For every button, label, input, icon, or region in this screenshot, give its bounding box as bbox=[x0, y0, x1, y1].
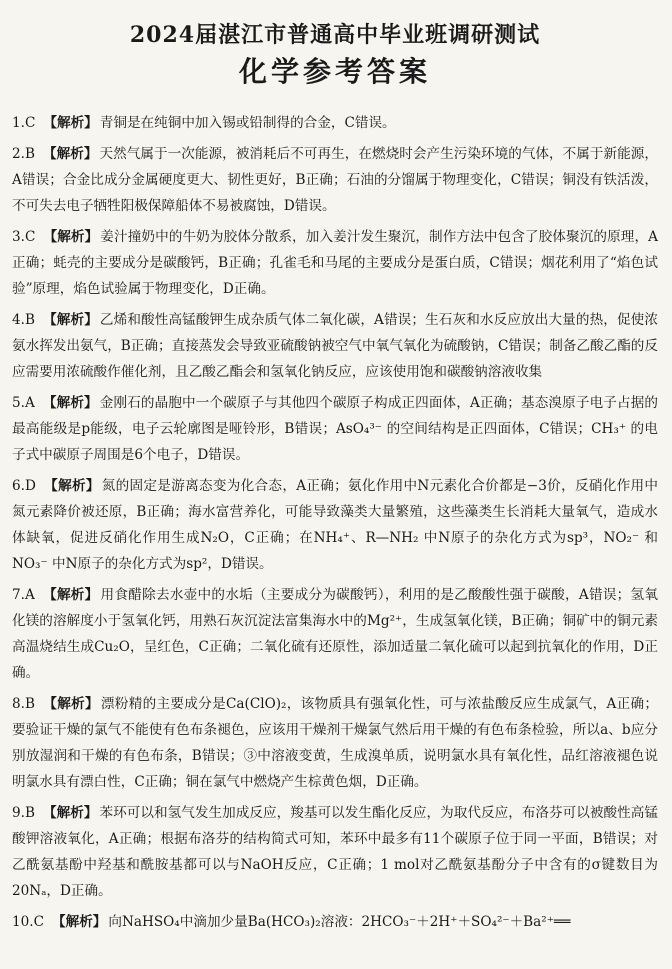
item-number: 2. bbox=[12, 146, 25, 162]
analysis-tag: 【解析】 bbox=[42, 587, 99, 603]
analysis-tag: 【解析】 bbox=[42, 312, 98, 328]
item-text: 氮的固定是游离态变为化合态，A正确；氨化作用中N元素化合价都是−3价，反硝化作用中氮元素降价被还原，B正确；海水富营养化，可能导致藻类大量繁殖，这些藻类生长消耗大量氧气，造成水体缺氧，促进反硝化作用生成N₂O，C正确；在NH₄⁺、R—NH₂ 中N原子的杂化方式为sp³，NO₂⁻ 和NO₃⁻ 中N原子的杂化方式为sp²，D错误。 bbox=[12, 478, 659, 572]
item-number: 4. bbox=[12, 312, 25, 328]
answer-item-10 bbox=[12, 909, 658, 935]
answer-item-1 bbox=[12, 110, 658, 136]
document-subtitle: 化学参考答案 bbox=[238, 55, 431, 88]
analysis-tag: 【解析】 bbox=[42, 395, 98, 411]
item-text: 天然气属于一次能源，被消耗后不可再生，在燃烧时会产生污染环境的气体，不属于新能源，A错误；合金比成分金属硬度更大、韧性更好，B正确；石油的分馏属于物理变化，C错误；铜没有铁活泼，不可失去电子牺牲阳极保障船体不易被腐蚀，D错误。 bbox=[12, 146, 659, 214]
analysis-tag: 【解析】 bbox=[42, 805, 98, 821]
answer-item-9 bbox=[12, 800, 658, 904]
item-answer: B bbox=[24, 312, 35, 328]
answer-item-2 bbox=[12, 141, 658, 219]
item-text: 姜汁撞奶中的牛奶为胶体分散系，加入姜汁发生聚沉，制作方法中包含了胶体聚沉的原理，A正确；蚝壳的主要成分是碳酸钙，B正确；孔雀毛和马尾的主要成分是蛋白质，C错误；烟花利用了“焰色试验”原理，焰色试验属于物理变化，D正确。 bbox=[12, 229, 658, 297]
item-answer: C bbox=[33, 914, 45, 930]
item-number: 6. bbox=[12, 478, 25, 494]
item-text: 漂粉精的主要成分是Ca(ClO)₂，该物质具有强氧化性，可与浓盐酸反应生成氯气，A正确；要验证干燥的氯气不能使有色布条褪色，应该用干燥剂干燥氯气然后用干燥的有色布条检验，所以a、b应分别放湿润和干燥的有色布条，B错误；③中溶液变黄，生成溴单质，说明氯水具有氧化性，品红溶液褪色说明氯水具有漂白性，C正确；铜在氯气中燃烧产生棕黄色烟，D正确。 bbox=[12, 696, 659, 790]
exam-title: 2024届湛江市普通高中毕业班调研测试 bbox=[129, 22, 541, 48]
item-text: 乙烯和酸性高锰酸钾生成杂质气体二氧化碳，A错误；生石灰和水反应放出大量的热，促使浓氨水挥发出氨气，B正确；直接蒸发会导致亚硫酸钠被空气中氧气氧化为硫酸钠，C错误；制备乙酸乙酯的反应需要用浓硫酸作催化剂，且乙酸乙酯会和氢氧化钠反应，应该使用饱和碳酸钠溶液收集 bbox=[12, 312, 658, 380]
item-text: 用食醋除去水壶中的水垢（主要成分为碳酸钙），利用的是乙酸酸性强于碳酸，A错误；氢氧化镁的溶解度小于氢氧化钙，用熟石灰沉淀法富集海水中的Mg²⁺，生成氢氧化镁，B正确；铜矿中的铜元素高温烧结生成Cu₂O，呈红色，C正确；二氧化硫有还原性，添加适量二氧化硫可以起到抗氧化的作用，D正确。 bbox=[12, 587, 659, 681]
item-number: 7. bbox=[12, 587, 25, 603]
answer-item-4 bbox=[12, 307, 658, 385]
item-answer: D bbox=[24, 478, 36, 494]
item-text: 苯环可以和氢气发生加成反应，羧基可以发生酯化反应，为取代反应，布洛芬可以被酸性高锰酸钾溶液氧化，A正确；根据布洛芬的结构简式可知，苯环中最多有11个碳原子位于同一平面，B错误；对乙酰氨基酚中羟基和酰胺基都可以与NaOH反应，C正确；1 mol对乙酰氨基酚分子中含有的σ键数目为20Nₐ，D正确。 bbox=[12, 805, 659, 899]
answer-item-5 bbox=[12, 390, 658, 468]
item-answer: B bbox=[24, 696, 35, 712]
analysis-tag: 【解析】 bbox=[43, 115, 98, 131]
item-number: 1. bbox=[12, 115, 25, 131]
item-answer: B bbox=[24, 805, 35, 821]
item-answer: B bbox=[24, 146, 35, 162]
item-text: 向NaHSO₄中滴加少量Ba(HCO₃)₂溶液：2HCO₃⁻＋2H⁺＋SO₄²⁻＋Ba²⁺══ bbox=[108, 914, 571, 930]
item-number: 8. bbox=[12, 696, 25, 712]
item-number: 10. bbox=[12, 914, 34, 930]
item-text: 金刚石的晶胞中一个碳原子与其他四个碳原子构成正四面体，A正确；基态溴原子电子占据的最高能级是p能级，电子云轮廓图是哑铃形，B错误；AsO₄³⁻ 的空间结构是正四面体，C错误；CH₃⁺ 的电子式中碳原子周围是6个电子，D错误。 bbox=[12, 395, 658, 463]
answer-item-3 bbox=[12, 224, 658, 302]
analysis-tag: 【解析】 bbox=[43, 478, 100, 494]
item-answer: A bbox=[24, 395, 35, 411]
item-answer: C bbox=[24, 229, 36, 245]
answer-item-7 bbox=[12, 582, 658, 686]
analysis-tag: 【解析】 bbox=[42, 146, 98, 162]
item-number: 3. bbox=[12, 229, 25, 245]
answer-list bbox=[12, 110, 658, 935]
item-number: 9. bbox=[12, 805, 25, 821]
answer-item-6 bbox=[12, 473, 658, 577]
item-answer: A bbox=[24, 587, 35, 603]
item-number: 5. bbox=[12, 395, 25, 411]
analysis-tag: 【解析】 bbox=[42, 696, 99, 712]
analysis-tag: 【解析】 bbox=[52, 914, 107, 930]
item-text: 青铜是在纯铜中加入锡或铅制得的合金，C错误。 bbox=[99, 115, 396, 131]
item-answer: C bbox=[24, 115, 36, 131]
answer-item-8 bbox=[12, 691, 658, 795]
analysis-tag: 【解析】 bbox=[43, 229, 99, 245]
